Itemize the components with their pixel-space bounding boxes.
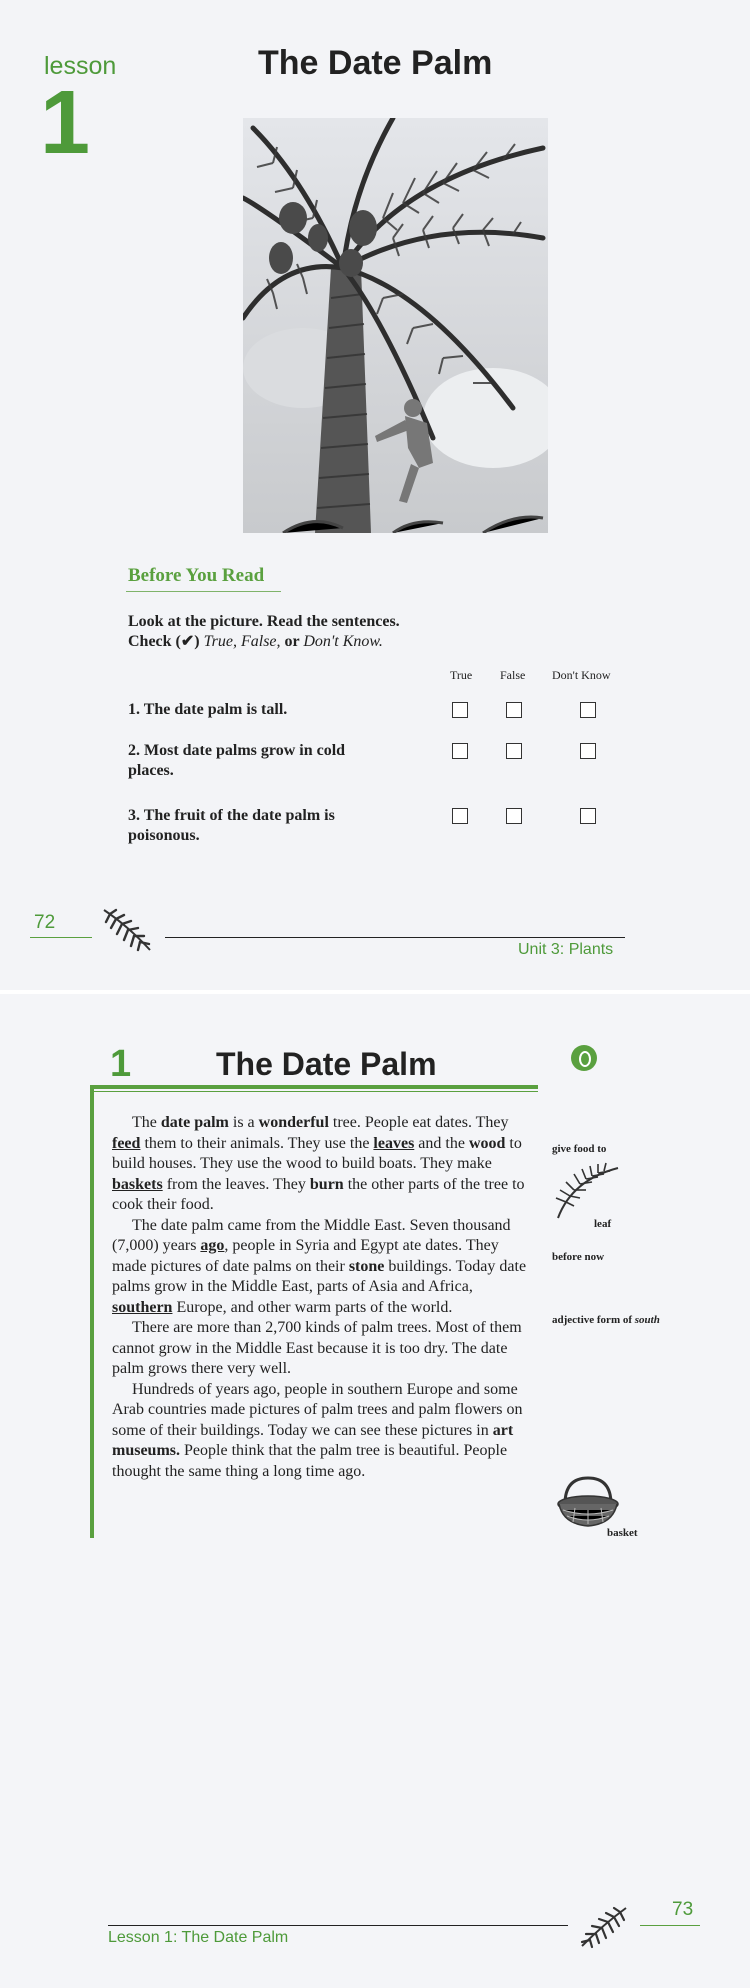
- glossed-word: leaves: [373, 1134, 415, 1152]
- gloss-adjective-prefix: adjective form of: [552, 1314, 635, 1326]
- footer-rule-left: [30, 937, 92, 938]
- option-true-word: True,: [203, 633, 237, 650]
- text-run: Europe, and other warm parts of the world.: [172, 1298, 453, 1316]
- paragraph-1: [112, 1113, 537, 1216]
- vocab-word: burn: [309, 1175, 344, 1193]
- option-false-word: False,: [240, 633, 281, 650]
- gloss-before-now: before now: [552, 1251, 605, 1263]
- checkbox-q2-true[interactable]: [452, 743, 468, 759]
- fern-icon: [578, 1904, 630, 1950]
- gloss-leaf: leaf: [594, 1218, 612, 1230]
- text-run: The date palm came from the Middle East. Seven thousand (7,000) years: [112, 1216, 511, 1254]
- reading-passage: [112, 1113, 537, 1482]
- column-header-dont-know: Don't Know: [552, 668, 611, 682]
- text-run: Hundreds of years ago, people in southern Europe and some Arab countries made pictures of palm trees and palm flowers on some of their buildings. Today we can see these pictures in: [112, 1380, 523, 1439]
- instructions-check-prefix: Check (: [128, 633, 181, 650]
- paragraph-4: [112, 1380, 537, 1483]
- checkbox-q2-dont-know[interactable]: [580, 743, 596, 759]
- text-run: There are more than 2,700 kinds of palm trees. Most of them cannot grow in the Middle East because it is too dry. The date palm grows there very well.: [112, 1319, 522, 1377]
- lesson-number-2: 1: [110, 1043, 132, 1085]
- gloss-adjective-word: south: [634, 1314, 660, 1326]
- checkbox-q3-true[interactable]: [452, 808, 468, 824]
- column-header-false: False: [500, 668, 526, 682]
- column-header-true: True: [450, 668, 473, 682]
- question-2: 2. Most date palms grow in cold places.: [128, 742, 346, 779]
- text-run: The: [132, 1114, 161, 1131]
- green-frame-top: [90, 1085, 538, 1089]
- section-heading-underline: [126, 591, 281, 592]
- checkbox-q1-false[interactable]: [506, 702, 522, 718]
- option-dont-know-word: Don't Know.: [303, 633, 383, 650]
- vocab-word: stone: [348, 1257, 385, 1275]
- question-1: 1. The date palm is tall.: [128, 701, 288, 718]
- lesson-number: 1: [40, 73, 91, 173]
- footer-rule-2: [108, 1925, 568, 1926]
- gloss-basket: basket: [607, 1527, 638, 1539]
- page-number: 72: [34, 912, 56, 933]
- vocab-word: date palm: [160, 1114, 229, 1131]
- green-frame-left: [90, 1085, 94, 1538]
- green-frame-top-thin: [90, 1091, 538, 1092]
- footer-rule: [165, 937, 625, 938]
- section-heading: Before You Read: [128, 565, 265, 586]
- basket-illustration: [555, 1474, 621, 1530]
- text-run: them to their animals. They use the: [140, 1134, 374, 1152]
- gloss-give-food-to: give food to: [552, 1143, 607, 1155]
- fern-icon: [100, 904, 156, 954]
- glossed-word: ago: [200, 1237, 225, 1254]
- text-run: , people in Syria and Egypt ate dates. They made pictures of date palms on their: [112, 1237, 499, 1275]
- text-run: the other parts of the tree to cook their food.: [112, 1175, 525, 1213]
- checkmark-icon: ✔: [180, 633, 195, 650]
- date-palm-photo: [243, 118, 548, 533]
- lesson-label: lesson: [44, 52, 117, 80]
- audio-cd-icon[interactable]: [571, 1045, 597, 1071]
- reading-title: The Date Palm: [216, 1046, 437, 1082]
- instructions: [128, 612, 508, 652]
- checkbox-q1-dont-know[interactable]: [580, 702, 596, 718]
- text-run: tree. People eat dates. They: [328, 1114, 509, 1131]
- page-number-2: 73: [672, 1899, 694, 1920]
- checkbox-q2-false[interactable]: [506, 743, 522, 759]
- glossed-word: baskets: [112, 1175, 163, 1193]
- lesson-footer: Lesson 1: The Date Palm: [108, 1929, 289, 1946]
- gloss-adjective-south: [552, 1314, 660, 1326]
- unit-footer: Unit 3: Plants: [518, 941, 614, 958]
- question-3: 3. The fruit of the date palm is poisonous.: [128, 807, 335, 844]
- vocab-word: wood: [468, 1134, 506, 1152]
- instructions-or: or: [280, 633, 304, 650]
- text-run: buildings. Today date palms grow in the Middle East, parts of Asia and Africa,: [112, 1257, 527, 1295]
- vocab-word: art museums.: [112, 1421, 514, 1459]
- paragraph-2: [112, 1216, 537, 1319]
- glossed-word: feed: [112, 1134, 141, 1152]
- checkbox-q3-false[interactable]: [506, 808, 522, 824]
- glossed-word: southern: [112, 1298, 173, 1316]
- text-run: is a: [228, 1114, 259, 1131]
- vocab-word: wonderful: [258, 1114, 329, 1131]
- text-run: People think that the palm tree is beautiful. People thought the same thing a long time ago.: [112, 1442, 508, 1480]
- leaf-illustration: [552, 1160, 622, 1222]
- checkbox-q3-dont-know[interactable]: [580, 808, 596, 824]
- instructions-line-1: Look at the picture. Read the sentences.: [128, 613, 400, 630]
- page-title: The Date Palm: [258, 44, 493, 82]
- paragraph-3: [112, 1318, 537, 1380]
- text-run: to build houses. They use the wood to build boats. They make: [112, 1134, 522, 1172]
- instructions-check-mid: ): [194, 633, 204, 650]
- instructions-line-2: [128, 632, 508, 652]
- text-run: and the: [414, 1134, 469, 1152]
- checkbox-q1-true[interactable]: [452, 702, 468, 718]
- footer-rule-right: [640, 1925, 700, 1926]
- text-run: from the leaves. They: [162, 1175, 310, 1193]
